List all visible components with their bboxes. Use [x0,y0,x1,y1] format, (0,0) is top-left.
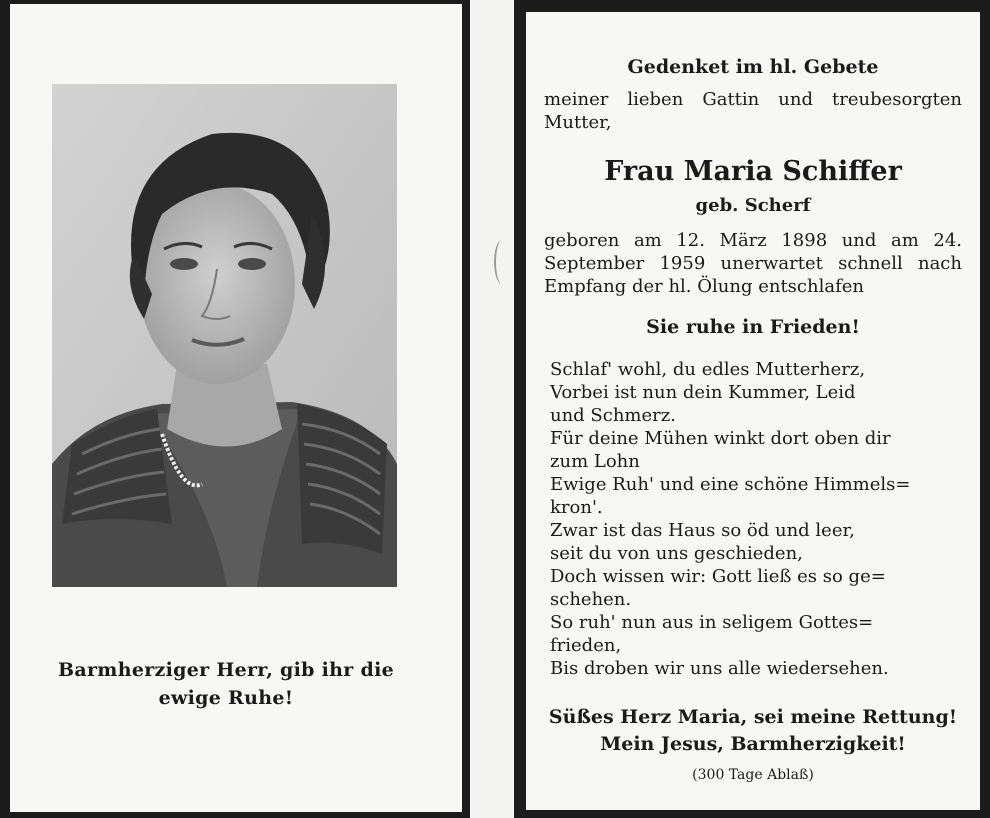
maiden-name: geb. Scherf [695,195,811,216]
life-dates-text: geboren am 12. März 1898 und am 24. September 1959 unerwartet schnell nach Empfang der hl. Ölung entschlafen [544,230,962,297]
poem-line: Schlaf' wohl, du edles Mutterherz, [550,359,866,380]
poem-line: kron'. [550,497,603,518]
indulgence-note: (300 Tage Ablaß) [692,767,814,783]
poem-line: Vorbei ist nun dein Kummer, Leid [550,382,856,403]
poem-line: Ewige Ruh' und eine schöne Himmels= [550,474,911,495]
caption-line-2: ewige Ruhe! [158,687,294,709]
portrait-photo [52,84,397,587]
dedication-text: meiner lieben Gattin und treubesorgten Mutter, [544,89,962,133]
deceased-name: Frau Maria Schiffer [604,156,902,187]
poem-line: Doch wissen wir: Gott ließ es so ge= [550,566,886,587]
prayer-line-1: Süßes Herz Maria, sei meine Rettung! [548,706,958,728]
poem-line: Bis droben wir uns alle wiedersehen. [550,658,889,679]
right-card-content [526,12,980,810]
poem-line: So ruh' nun aus in seligem Gottes= [550,612,874,633]
fold-mark [494,240,510,284]
card-fold-gap [470,0,514,818]
memorial-poem [550,358,950,680]
rest-in-peace: Sie ruhe in Frieden! [646,316,860,338]
caption-line-1: Barmherziger Herr, gib ihr die [58,659,394,681]
poem-line: und Schmerz. [550,405,676,426]
poem-line: seit du von uns geschieden, [550,543,803,564]
poem-line: schehen. [550,589,632,610]
memorial-heading: Gedenket im hl. Gebete [627,56,879,78]
portrait-image [52,84,397,587]
poem-line: zum Lohn [550,451,640,472]
poem-line: frieden, [550,635,622,656]
memorial-caption [0,656,452,712]
poem-line: Für deine Mühen winkt dort oben dir [550,428,891,449]
poem-line: Zwar ist das Haus so öd und leer, [550,520,855,541]
prayer-line-2: Mein Jesus, Barmherzigkeit! [600,733,906,755]
